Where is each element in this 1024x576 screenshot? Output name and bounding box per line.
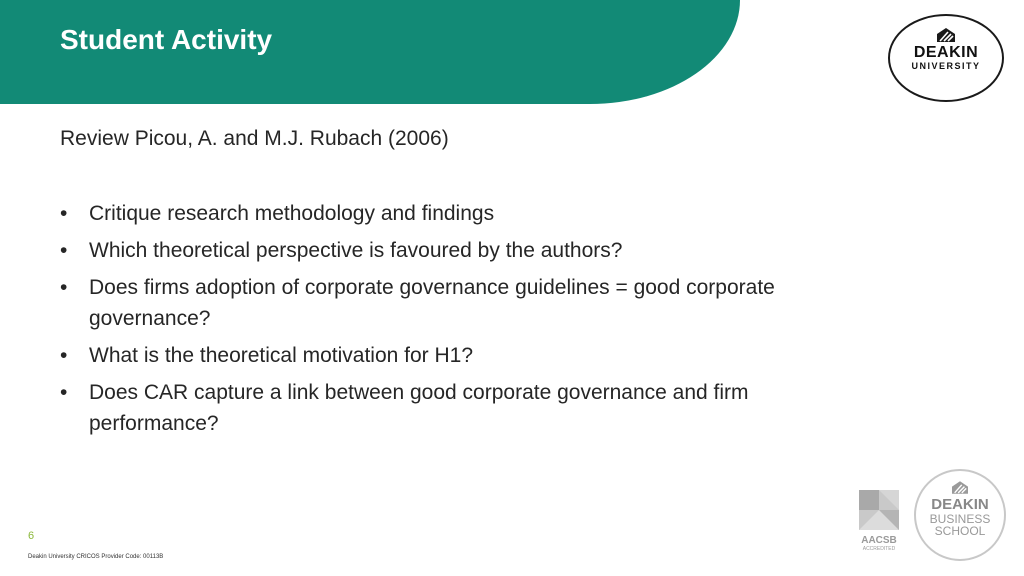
business-school-line-3: SCHOOL	[934, 524, 986, 538]
header-band	[0, 0, 740, 104]
aacsb-badge	[857, 490, 901, 553]
bullet-item	[60, 377, 780, 439]
footer-cricos: Deakin University CRICOS Provider Code: 00113B	[28, 554, 164, 560]
bullet-text: Does firms adoption of corporate governance guidelines = good corporate governance?	[89, 276, 775, 330]
bullet-item	[60, 340, 780, 371]
bullet-text: What is the theoretical motivation for H1?	[89, 344, 474, 367]
deakin-university-logo	[888, 14, 1004, 102]
aacsb-label: AACSB	[861, 535, 897, 546]
deakin-crest-icon	[937, 28, 955, 42]
bullet-text: Does CAR capture a link between good corporate governance and firm performance?	[89, 381, 749, 435]
bullet-marker: •	[60, 381, 68, 404]
business-school-line-2: BUSINESS	[929, 512, 991, 526]
bullet-marker: •	[60, 344, 68, 367]
bullet-item	[60, 235, 780, 266]
bullet-item	[60, 272, 780, 334]
deakin-crest-icon	[952, 481, 968, 494]
aacsb-sublabel: ACCREDITED	[862, 546, 896, 552]
business-school-line-1: DEAKIN	[931, 496, 989, 513]
slide-subtitle: Review Picou, A. and M.J. Rubach (2006)	[60, 127, 449, 150]
slide-title: Student Activity	[60, 24, 273, 55]
page-number: 6	[28, 530, 35, 542]
logo-line-1: DEAKIN	[913, 44, 979, 61]
bullet-list	[60, 198, 780, 445]
bullet-marker: •	[60, 276, 68, 299]
logo-line-2: UNIVERSITY	[911, 61, 981, 71]
bullet-text: Which theoretical perspective is favoured by the authors?	[89, 239, 623, 262]
bullet-text: Critique research methodology and findings	[89, 202, 495, 225]
bullet-marker: •	[60, 202, 68, 225]
bullet-item	[60, 198, 780, 229]
aacsb-emblem-icon	[859, 490, 899, 530]
deakin-business-school-logo	[914, 469, 1006, 561]
bullet-marker: •	[60, 239, 68, 262]
